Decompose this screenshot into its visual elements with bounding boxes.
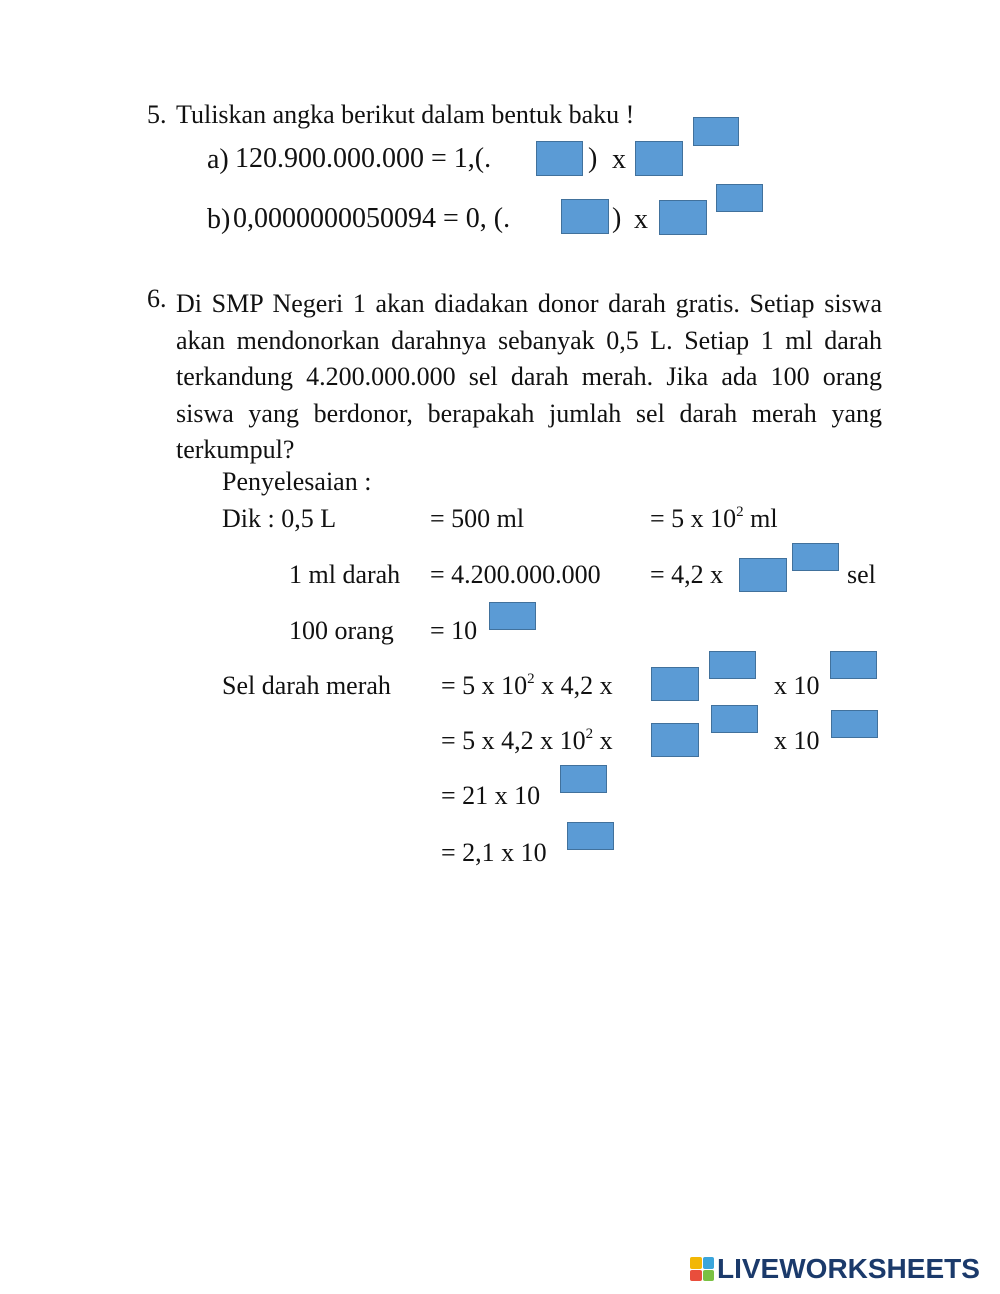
- cells-line2-end: x 10: [774, 726, 820, 755]
- dik-eq2: = 5 x $10^2$ ml: [650, 504, 778, 533]
- q5-number: 5.: [147, 100, 167, 129]
- blood-unit: sel: [847, 560, 876, 589]
- answer-box-q5-b-exponent[interactable]: [716, 184, 763, 212]
- q5b-rparen: ): [612, 203, 622, 234]
- q5b-times: x: [634, 204, 648, 235]
- dik-eq1: = 500 ml: [430, 504, 525, 533]
- cells-label: Sel darah merah: [222, 671, 391, 700]
- answer-box-blood-base[interactable]: [739, 558, 787, 592]
- people-label: 100 orang: [289, 616, 394, 645]
- answer-box-cells-line1-base[interactable]: [651, 667, 699, 701]
- cells-line1-end: x 10: [774, 671, 820, 700]
- answer-box-q5-a-base[interactable]: [635, 141, 683, 176]
- q6-number: 6.: [147, 284, 167, 313]
- liveworksheets-logo: [690, 1254, 980, 1284]
- answer-box-q5-b-digits[interactable]: [561, 199, 609, 234]
- cells-line3: = 21 x 10: [441, 781, 541, 810]
- cells-line2-start: = 5 x 4,2 x $10^2$ x: [441, 726, 613, 755]
- badge-cell-2: [703, 1257, 715, 1269]
- answer-box-cells-line1-exponent2[interactable]: [830, 651, 877, 679]
- q5-text: Tuliskan angka berikut dalam bentuk baku !: [176, 100, 635, 129]
- liveworksheets-badge-icon: [690, 1257, 714, 1281]
- solution-label: Penyelesaian :: [222, 467, 372, 496]
- answer-box-q5-a-digits[interactable]: [536, 141, 583, 176]
- blood-label: 1 ml darah: [289, 560, 401, 589]
- dik-label: Dik : 0,5 L: [222, 504, 337, 533]
- q6-text: Di SMP Negeri 1 akan diadakan donor darah gratis. Setiap siswa akan mendonorkan darahnya sebanyak 0,5 L. Setiap 1 ml darah terkandung 4.200.000.000 sel darah merah. Jika ada 100 orang siswa yang berdonor, berapakah jumlah sel darah merah yang terkumpul?: [176, 289, 882, 464]
- blood-eq1: = 4.200.000.000: [430, 560, 601, 589]
- q5b-lhs: 0,0000000050094 = 0, (.: [233, 203, 511, 234]
- liveworksheets-wordmark: LIVEWORKSHEETS: [717, 1253, 980, 1284]
- cells-line1-start: = 5 x $10^2$ x 4,2 x: [441, 671, 613, 700]
- q5a-rparen: ): [588, 143, 598, 174]
- blood-eq2: = 4,2 x: [650, 560, 724, 589]
- badge-cell-4: [703, 1270, 715, 1282]
- answer-box-cells-line2-exponent2[interactable]: [831, 710, 878, 738]
- people-eq1: = 10: [430, 616, 478, 645]
- answer-box-q5-b-base[interactable]: [659, 200, 707, 235]
- answer-box-cells-line4-exponent[interactable]: [567, 822, 614, 850]
- answer-box-cells-line3-exponent[interactable]: [560, 765, 607, 793]
- badge-cell-1: [690, 1257, 702, 1269]
- answer-box-blood-exponent[interactable]: [792, 543, 839, 571]
- cells-line4: = 2,1 x 10: [441, 838, 547, 867]
- answer-box-cells-line2-exponent[interactable]: [711, 705, 758, 733]
- answer-box-cells-line2-base[interactable]: [651, 723, 699, 757]
- answer-box-q5-a-exponent[interactable]: [693, 117, 739, 146]
- q5a-times: x: [612, 144, 626, 175]
- answer-box-people-exponent[interactable]: [489, 602, 536, 630]
- badge-cell-3: [690, 1270, 702, 1282]
- answer-box-cells-line1-exponent[interactable]: [709, 651, 756, 679]
- q5a-label: a): [207, 144, 229, 175]
- q5b-label: b): [207, 204, 231, 235]
- q5a-lhs: 120.900.000.000 = 1,(.: [235, 143, 492, 174]
